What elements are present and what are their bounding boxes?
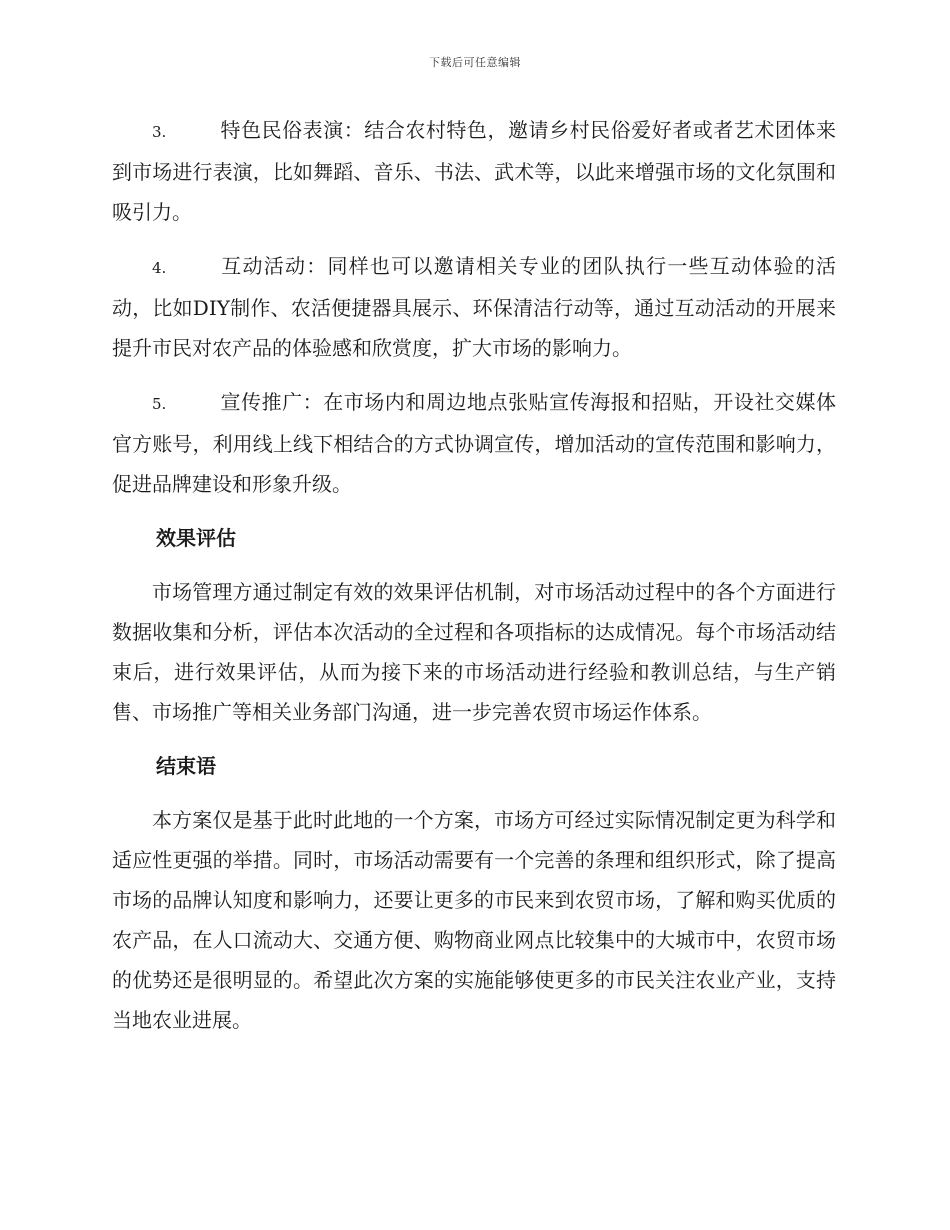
list-item-text: 互动活动：同样也可以邀请相关专业的团队执行一些互动体验的活动，比如DIY制作、农活便捷器具展示、环保清洁行动等，通过互动活动的开展来提升市民对农产品的体验感和欣赏度，扩大市场的影响力。 [112,254,836,360]
section-paragraph-evaluation: 市场管理方通过制定有效的效果评估机制，对市场活动过程中的各个方面进行数据收集和分析，评估本次活动的全过程和各项指标的达成情况。每个市场活动结束后，进行效果评估，从而为接下来的市场活动进行经验和教训总结，与生产销售、市场推广等相关业务部门沟通，进一步完善农贸市场运作体系。 [112,580,836,724]
page-header: 下载后可任意编辑 [429,56,521,69]
list-item-4 [112,246,836,368]
list-item-5 [112,382,836,504]
section-heading-evaluation: 效果评估 [156,526,236,550]
list-item-number: 4. [152,259,167,277]
section-paragraph-conclusion: 本方案仅是基于此时此地的一个方案，市场方可经过实际情况制定更为科学和适应性更强的举措。同时，市场活动需要有一个完善的条理和组织形式，除了提高市场的品牌认知度和影响力，还要让更多的市民来到农贸市场，了解和购买优质的农产品，在人口流动大、交通方便、购物商业网点比较集中的大城市中，农贸市场的优势还是很明显的。希望此次方案的实施能够使更多的市民关注农业产业，支持当地农业进展。 [112,808,836,1032]
list-item-text: 特色民俗表演：结合农村特色，邀请乡村民俗爱好者或者艺术团体来到市场进行表演，比如舞蹈、音乐、书法、武术等，以此来增强市场的文化氛围和吸引力。 [112,118,836,224]
section-heading-conclusion: 结束语 [156,754,216,778]
list-item-number: 5. [152,395,167,413]
list-item-text: 宣传推广：在市场内和周边地点张贴宣传海报和招贴，开设社交媒体官方账号，利用线上线下相结合的方式协调宣传，增加活动的宣传范围和影响力，促进品牌建设和形象升级。 [112,390,836,496]
list-item-number: 3. [152,123,167,141]
document-body [112,110,836,1054]
list-item-3 [112,110,836,232]
